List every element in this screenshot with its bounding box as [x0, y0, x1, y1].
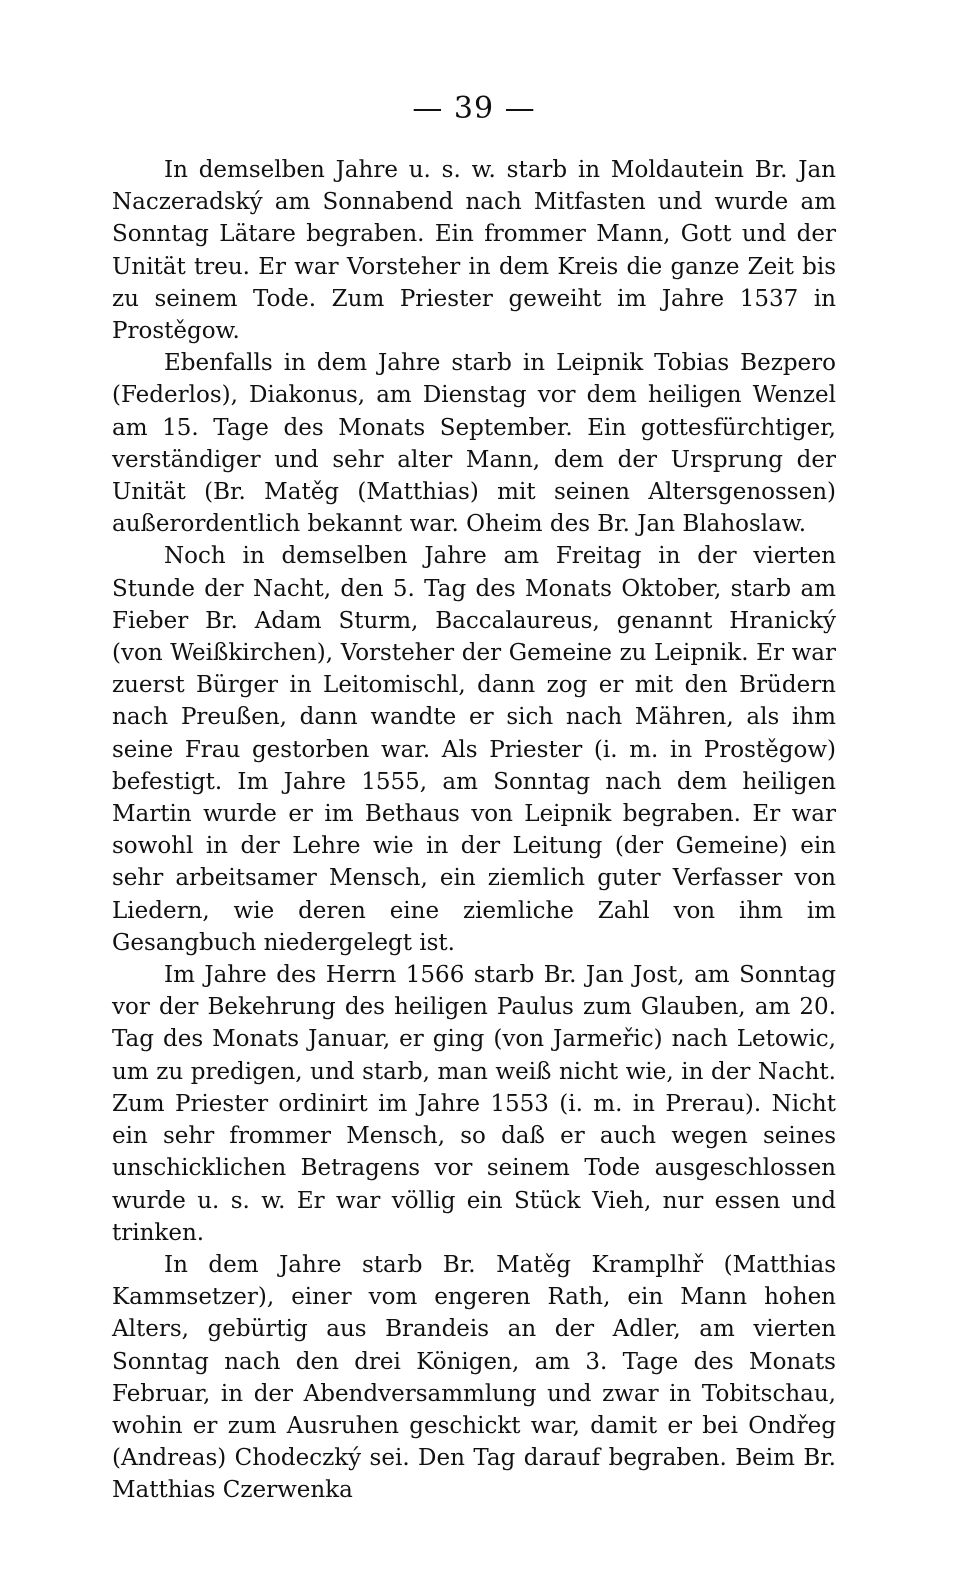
paragraph-sturm: Noch in demselben Jahre am Freitag in der vierten Stunde der Nacht, den 5. Tag des Monats Oktober, starb am Fieber Br. Adam Sturm, Baccalaureus, genannt Hranický (von Weißkirchen), Vorsteher der Gemeine zu Leipnik. Er war zuerst Bürger in Leitomischl, dann zog er mit den Brüdern nach Preußen, dann wandte er sich nach Mähren, als ihm seine Frau gestorben war. Als Priester (i. m. in Prostěgow) befestigt. Im Jahre 1555, am Sonntag nach dem heiligen Martin wurde er im Bethaus von Leipnik begraben. Er war sowohl in der Lehre wie in der Leitung (der Gemeine) ein sehr arbeitsamer Mensch, ein ziemlich guter Verfasser von Liedern, wie deren eine ziemliche Zahl von ihm im Gesangbuch niedergelegt ist.	[112, 543, 836, 956]
paragraph-jost: Im Jahre des Herrn 1566 starb Br. Jan Jost, am Sonntag vor der Bekehrung des heiligen Paulus zum Glauben, am 20. Tag des Monats Januar, er ging (von Jarmeřic) nach Letowic, um zu predigen, und starb, man weiß nicht wie, in der Nacht. Zum Priester ordinirt im Jahre 1553 (i. m. in Prerau). Nicht ein sehr frommer Mensch, so daß er auch wegen seines unschicklichen Betragens vor seinem Tode ausgeschlossen wurde u. s. w. Er war völlig ein Stück Vieh, nur essen und trinken.	[112, 962, 836, 1246]
paragraph-bezpero: Ebenfalls in dem Jahre starb in Leipnik Tobias Bezpero (Federlos), Diakonus, am Dienstag vor dem heiligen Wenzel am 15. Tage des Monats September. Ein gottesfürchtiger, verständiger und sehr alter Mann, dem der Ursprung der Unität (Br. Matěg (Matthias) mit seinen Altersgenossen) außerordentlich bekannt war. Oheim des Br. Jan Blahoslaw.	[112, 350, 836, 538]
paragraph-kramplhr: In dem Jahre starb Br. Matěg Kramplhř (Matthias Kammsetzer), einer vom engeren Rath, ein Mann hohen Alters, gebürtig aus Brandeis an der Adler, am vierten Sonntag nach den drei Königen, am 3. Tage des Monats Februar, in der Abendversammlung und zwar in Tobitschau, wohin er zum Ausruhen geschickt war, damit er bei Ondřeg (Andreas) Chodeczký sei. Den Tag darauf begraben. Beim Br. Matthias Czerwenka	[112, 1251, 836, 1504]
page-number: — 39 —	[412, 91, 536, 126]
paragraph-naczeradsky: In demselben Jahre u. s. w. starb in Moldautein Br. Jan Naczeradský am Sonnabend nach Mitfasten und wurde am Sonntag Lätare begraben. Ein frommer Mann, Gott und der Unität treu. Er war Vorsteher in dem Kreis die ganze Zeit bis zu seinem Tode. Zum Priester geweiht im Jahre 1537 in Prostěgow.	[112, 157, 836, 345]
book-page	[112, 84, 836, 1507]
